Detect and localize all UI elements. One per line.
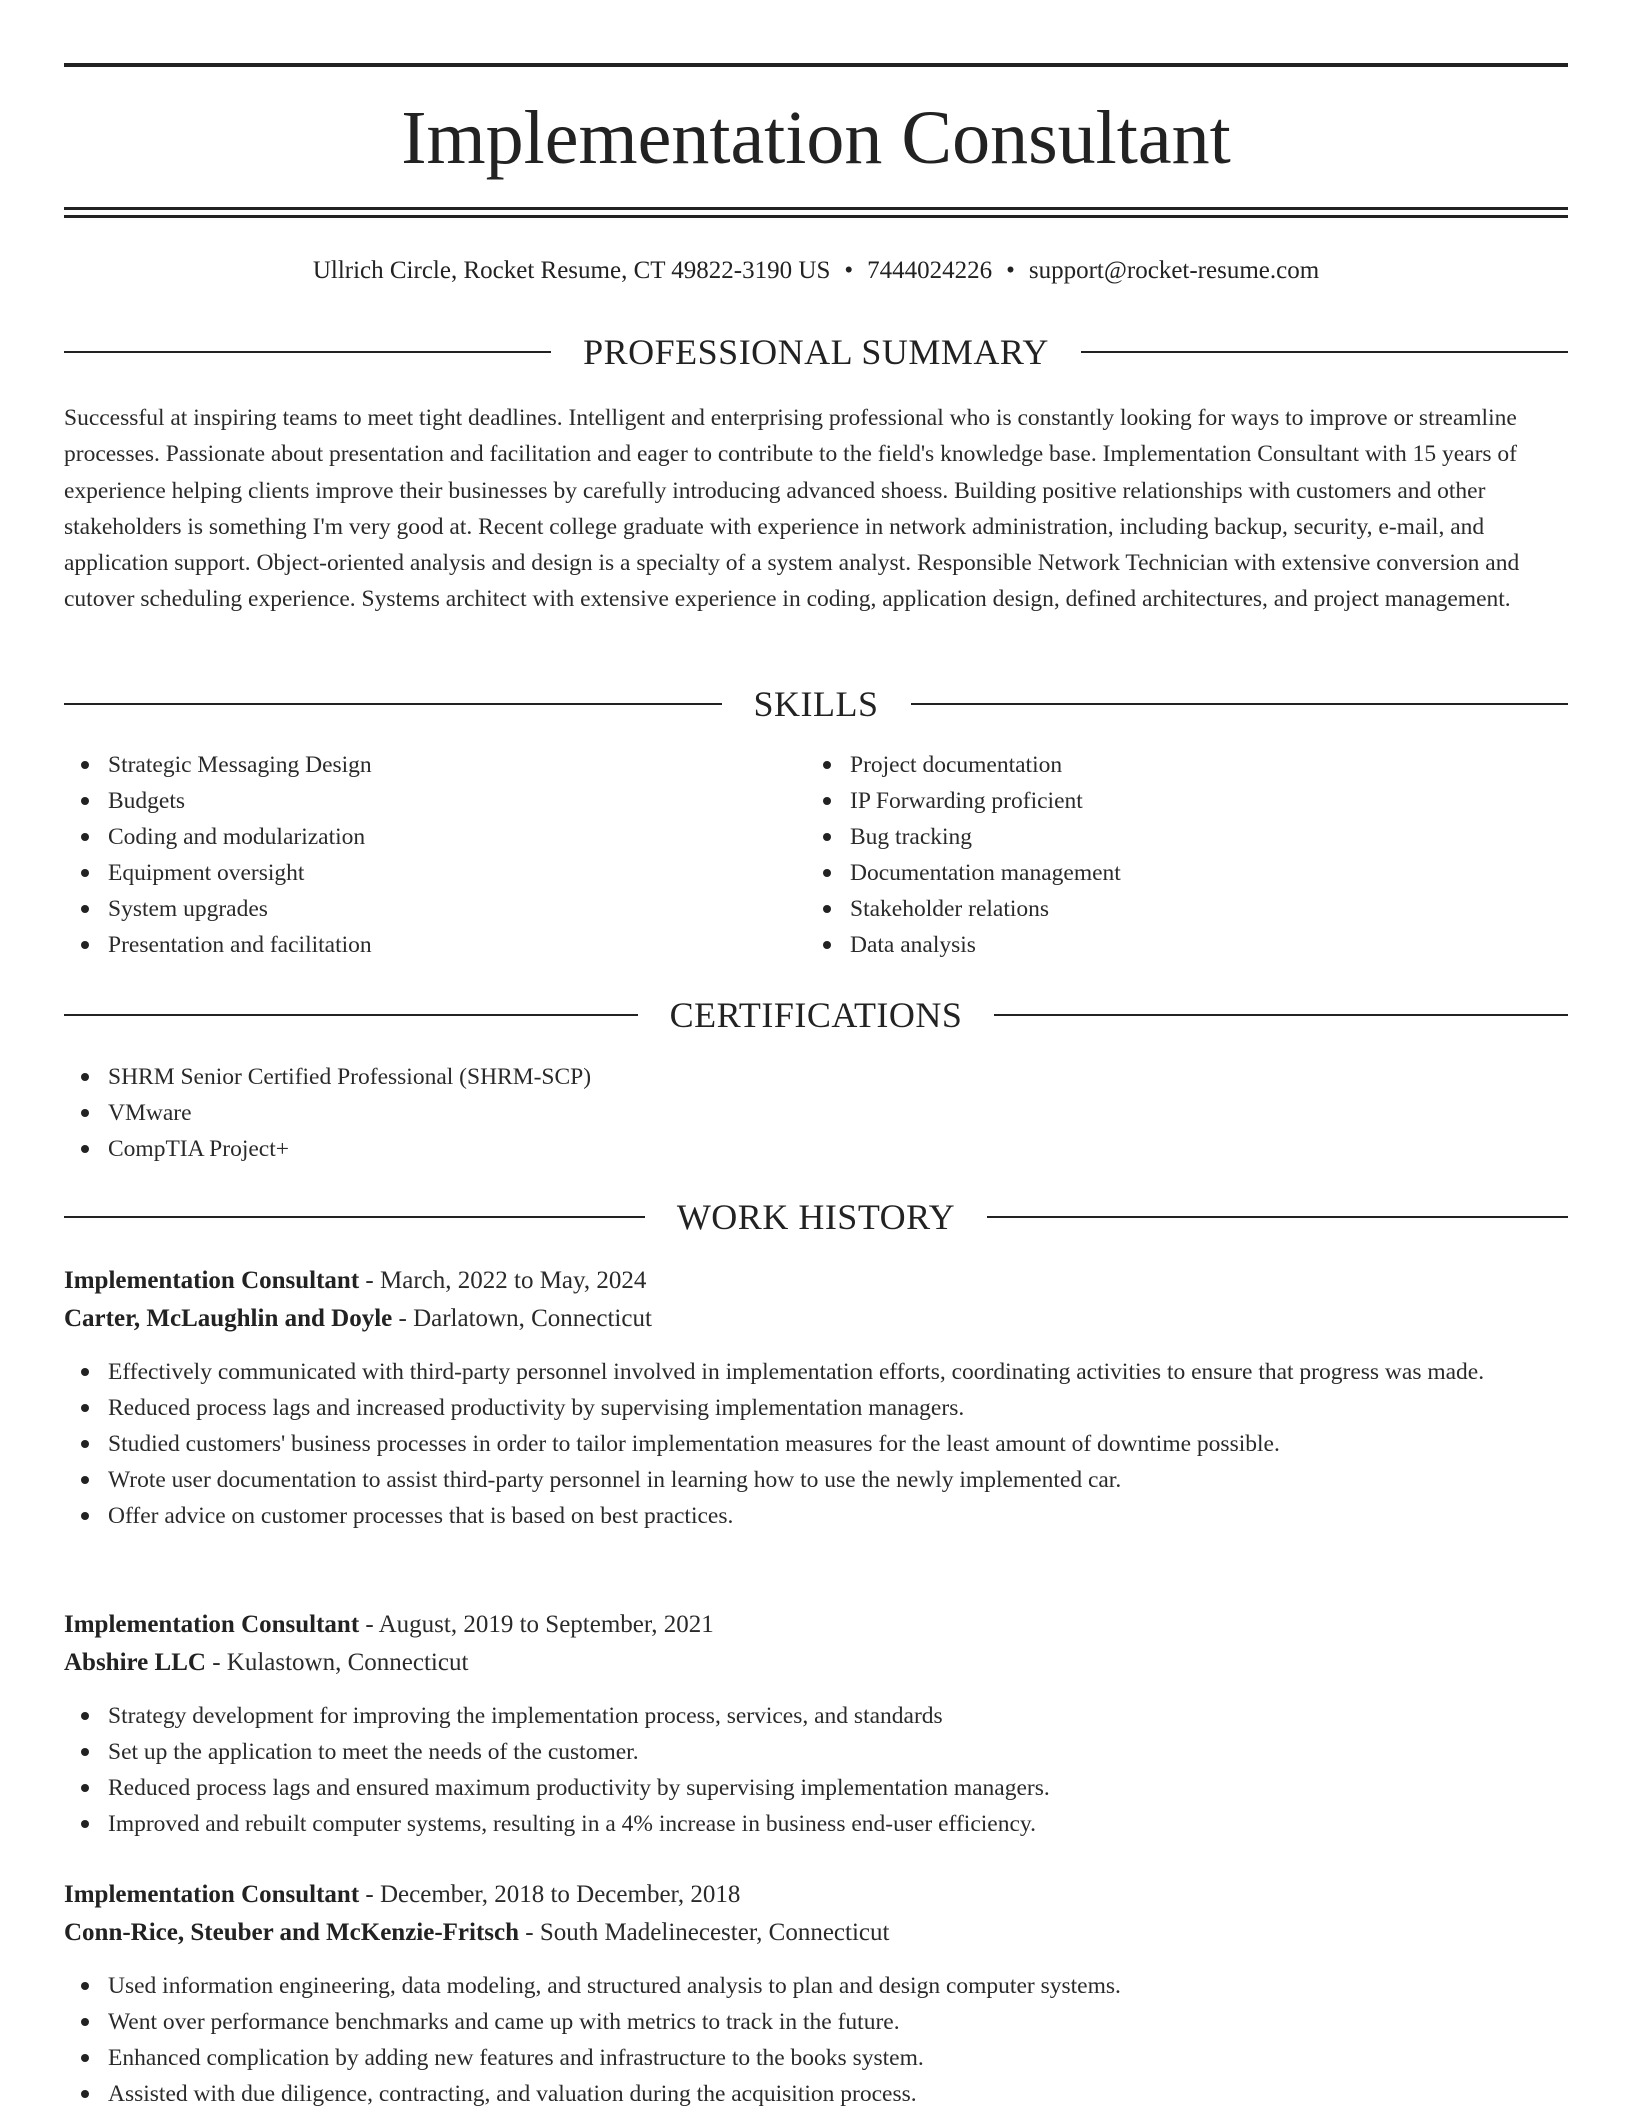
job-duty-item: Reduced process lags and ensured maximum productivity by supervising implementation managers.: [64, 1770, 1568, 1806]
contact-address: Ullrich Circle, Rocket Resume, CT 49822-3190 US: [312, 257, 831, 284]
skill-item: Project documentation: [806, 747, 1506, 783]
job-company-line: [64, 1300, 1568, 1338]
job-duty-item: Improved and rebuilt computer systems, resulting in a 4% increase in business end-user efficiency.: [64, 1806, 1568, 1842]
skill-item: Strategic Messaging Design: [64, 747, 764, 783]
skills-list-right: [806, 747, 1506, 963]
job-duty-item: Reduced process lags and increased productivity by supervising implementation managers.: [64, 1390, 1568, 1426]
job-dates: - March, 2022 to May, 2024: [359, 1267, 647, 1294]
job-company-line: [64, 1644, 1568, 1682]
section-title: SKILLS: [753, 684, 879, 724]
job-company-line: [64, 1914, 1568, 1952]
heading-rule: [987, 1216, 1568, 1218]
header-double-rule: [64, 207, 1568, 218]
contact-separator: •: [1006, 257, 1015, 284]
skills-list-left: [64, 747, 764, 963]
work-history-heading: [64, 1195, 1568, 1239]
heading-rule: [1081, 351, 1568, 353]
section-title: CERTIFICATIONS: [669, 995, 963, 1035]
certification-item: SHRM Senior Certified Professional (SHRM-SCP): [64, 1059, 1568, 1095]
job-title-line: [64, 1606, 1568, 1644]
job-location: - Kulastown, Connecticut: [205, 1649, 469, 1676]
job-duty-item: Effectively communicated with third-party personnel involved in implementation efforts, coordinating activities to ensure that progress was made.: [64, 1354, 1568, 1390]
job-duty-item: Studied customers' business processes in order to tailor implementation measures for the least amount of downtime possible.: [64, 1426, 1568, 1462]
heading-rule: [994, 1014, 1568, 1016]
skill-item: System upgrades: [64, 891, 764, 927]
heading-rule: [64, 1216, 645, 1218]
contact-email: support@rocket-resume.com: [1028, 257, 1320, 284]
job-duty-item: Assisted with due diligence, contracting, and valuation during the acquisition process.: [64, 2076, 1568, 2112]
job-title: Implementation Consultant: [64, 1881, 360, 1908]
job-duty-item: Went over performance benchmarks and came up with metrics to track in the future.: [64, 2004, 1568, 2040]
job-company: Carter, McLaughlin and Doyle: [64, 1305, 393, 1332]
job-title-line: [64, 1262, 1568, 1300]
summary-text: Successful at inspiring teams to meet tight deadlines. Intelligent and enterprising professional who is constantly looking for ways to improve or streamline processes. Passionate about presentation and facilitation and eager to contribute to the field's knowledge base. Implementation Consultant with 15 years of experience helping clients improve their businesses by carefully introducing advanced shoess. Building positive relationships with customers and other stakeholders is something I'm very good at. Recent college graduate with experience in network administration, including backup, security, e-mail, and application support. Object-oriented analysis and design is a specialty of a system analyst. Responsible Network Technician with extensive conversion and cutover scheduling experience. Systems architect with extensive experience in coding, application design, defined architectures, and project management.: [64, 405, 1520, 613]
job-duty-item: Set up the application to meet the needs of the customer.: [64, 1734, 1568, 1770]
skill-item: Budgets: [64, 783, 764, 819]
job-entry: [64, 1876, 1568, 2112]
skills-heading: [64, 682, 1568, 726]
heading-rule: [64, 703, 722, 705]
job-location: - South Madelinecester, Connecticut: [519, 1919, 890, 1946]
job-duties-list: [64, 1968, 1568, 2112]
certifications-heading: [64, 993, 1568, 1037]
job-company: Abshire LLC: [64, 1649, 206, 1676]
skills-column-right: [806, 747, 1506, 963]
skill-item: IP Forwarding proficient: [806, 783, 1506, 819]
skill-item: Coding and modularization: [64, 819, 764, 855]
job-title: Implementation Consultant: [64, 1611, 360, 1638]
section-title: PROFESSIONAL SUMMARY: [583, 332, 1049, 372]
skill-item: Bug tracking: [806, 819, 1506, 855]
heading-rule: [64, 351, 551, 353]
job-duty-item: Wrote user documentation to assist third-party personnel in learning how to use the newly implemented car.: [64, 1462, 1568, 1498]
contact-separator: •: [844, 257, 854, 284]
section-title: WORK HISTORY: [676, 1197, 956, 1237]
certification-item: VMware: [64, 1095, 1568, 1131]
skill-item: Stakeholder relations: [806, 891, 1506, 927]
skills-column-left: [64, 747, 764, 963]
summary-heading: [64, 330, 1568, 374]
job-company: Conn-Rice, Steuber and McKenzie-Fritsch: [64, 1919, 520, 1946]
certification-item: CompTIA Project+: [64, 1131, 1568, 1167]
job-duty-item: Strategy development for improving the implementation process, services, and standards: [64, 1698, 1568, 1734]
header-top-rule: [64, 63, 1568, 67]
heading-rule: [64, 1014, 638, 1016]
skill-item: Data analysis: [806, 927, 1506, 963]
job-dates: - December, 2018 to December, 2018: [359, 1881, 741, 1908]
skill-item: Documentation management: [806, 855, 1506, 891]
contact-phone: 7444024226: [867, 257, 993, 284]
job-title-line: [64, 1876, 1568, 1914]
job-title: Implementation Consultant: [64, 1267, 360, 1294]
job-duty-item: Offer advice on customer processes that is based on best practices.: [64, 1498, 1568, 1534]
job-location: - Darlatown, Connecticut: [392, 1305, 652, 1332]
heading-rule: [911, 703, 1569, 705]
skill-item: Presentation and facilitation: [64, 927, 764, 963]
certifications-block: [64, 1059, 1568, 1167]
contact-line: [64, 253, 1568, 289]
job-duty-item: Used information engineering, data modeling, and structured analysis to plan and design computer systems.: [64, 1968, 1568, 2004]
job-duties-list: [64, 1354, 1568, 1534]
certifications-list: [64, 1059, 1568, 1167]
job-dates: - August, 2019 to September, 2021: [359, 1611, 714, 1638]
job-duty-item: Enhanced complication by adding new features and infrastructure to the books system.: [64, 2040, 1568, 2076]
resume-title: Implementation Consultant: [401, 96, 1231, 180]
skill-item: Equipment oversight: [64, 855, 764, 891]
job-entry: [64, 1606, 1568, 1842]
job-duties-list: [64, 1698, 1568, 1842]
job-entry: [64, 1262, 1568, 1534]
